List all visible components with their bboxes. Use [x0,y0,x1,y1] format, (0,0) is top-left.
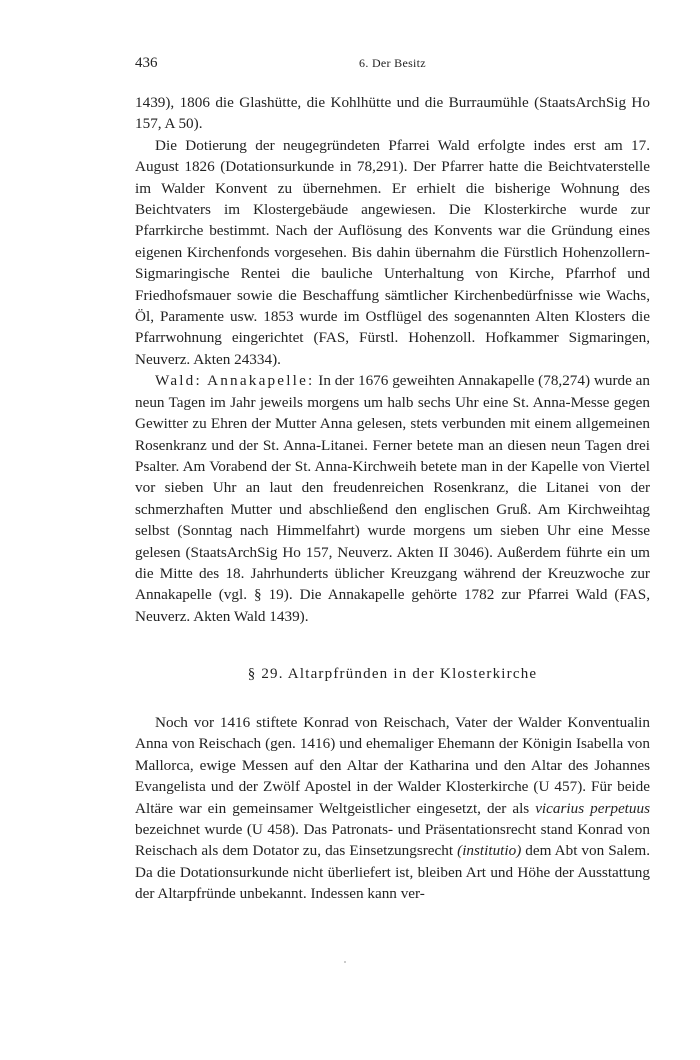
paragraph-dotierung: Die Dotierung der neugegründeten Pfarrei Wald erfolgte indes erst am 17. August 1826 (Dotationsurkunde in 78,291). Der Pfarrer hatte die Beichtvaterstelle im Walder Konvent zu übernehmen. Er erhielt die bisherige Wohnung des Beichtvaters im Klostergebäude angewiesen. Die Klosterkirche wurde zur Pfarrkirche bestimmt. Nach der Auflösung des Konvents war die Gründung eines eigenen Kirchenfonds vorgesehen. Bis dahin übernahm die Fürstlich Hohenzollern-Sigmaringische Rentei die bauliche Unterhaltung von Kirche, Pfarrhof und Friedhofsmauer sowie die Beschaffung sämtlicher Kirchenbedürfnisse wie Wachs, Öl, Paramente usw. 1853 wurde im Ostflügel des sogenannten Alten Klosters die Pfarrwohnung eingerichtet (FAS, Fürstl. Hohenzoll. Hofkammer Sigmaringen, Neuverz. Akten 24334). [135,136,650,368]
paragraph-altarpfruende [135,712,650,905]
italic-term-vicarius: vicarius perpetuus [535,799,651,817]
text-part-a: Noch vor 1416 stiftete Konrad von Reischach, Vater der Walder Konventualin Anna von Reischach (gen. 1416) und ehemaliger Ehemann der Königin Isabella von Mallorca, ewige Messen auf den Altar der Katharina und den Altar des Johannes Evangelista und der Zwölf Apostel in der Walder Klosterkirche (U 457). Für beide Altäre war ein gemeinsamer Weltgeistlicher eingesetzt, der als [135,714,650,817]
scan-speck [344,961,346,963]
text-part-b: bezeichnet wurde (U 458). Das Patronats- und Präsentationsrecht stand Konrad von Reischach als dem Dotator zu, das Einsetzungsrecht [135,821,650,860]
text-part-c: dem Abt von Salem. Da die Dotationsurkunde nicht überliefert ist, bleiben Art und Höhe der Ausstattung der Altarpfründe unbekannt. Indessen kann ver- [135,842,650,903]
paragraph-lead-spaced: Wald: Annakapelle: [155,372,315,390]
section-heading: § 29. Altarpfründen in der Klosterkirche [247,666,538,682]
paragraph-annakapelle [135,370,650,627]
page-header [135,55,650,75]
italic-term-institutio: (institutio) [457,842,522,860]
body-text-upper [135,92,650,627]
body-text-lower [135,712,650,905]
paragraph-continuation: 1439), 1806 die Glashütte, die Kohlhütte und die Burraumühle (StaatsArchSig Ho 157, A 50). [135,94,650,133]
running-head: 6. Der Besitz [359,56,426,70]
paragraph-annakapelle-text: In der 1676 geweihten Annakapelle (78,274) wurde an neun Tagen im Jahr jeweils morgens um halb sechs Uhr eine St. Anna-Messe gegen Gewitter zu Ehren der Mutter Anna gelesen, stets verbunden mit einem allgemeinen Rosenkranz und der St. Anna-Litanei. Ferner betete man an diesen neun Tagen drei Psalter. Am Vorabend der St. Anna-Kirchweih betete man in der Kapelle von Viertel vor sieben Uhr an laut den freudenreichen Rosenkranz, die Litanei von der schmerzhaften Mutter und abschließend den englischen Gruß. Am Kirchweihtag selbst (Sonntag nach Himmelfahrt) wurde morgens um sieben Uhr eine Messe gelesen (StaatsArchSig Ho 157, Neuverz. Akten II 3046). Außerdem führte ein um die Mitte des 18. Jahrhunderts üblicher Kreuzgang während der Kreuzwoche zur Annakapelle (vgl. § 19). Die Annakapelle gehörte 1782 zur Pfarrei Wald (FAS, Neuverz. Akten Wald 1439). [135,372,650,625]
page-number: 436 [135,55,158,71]
